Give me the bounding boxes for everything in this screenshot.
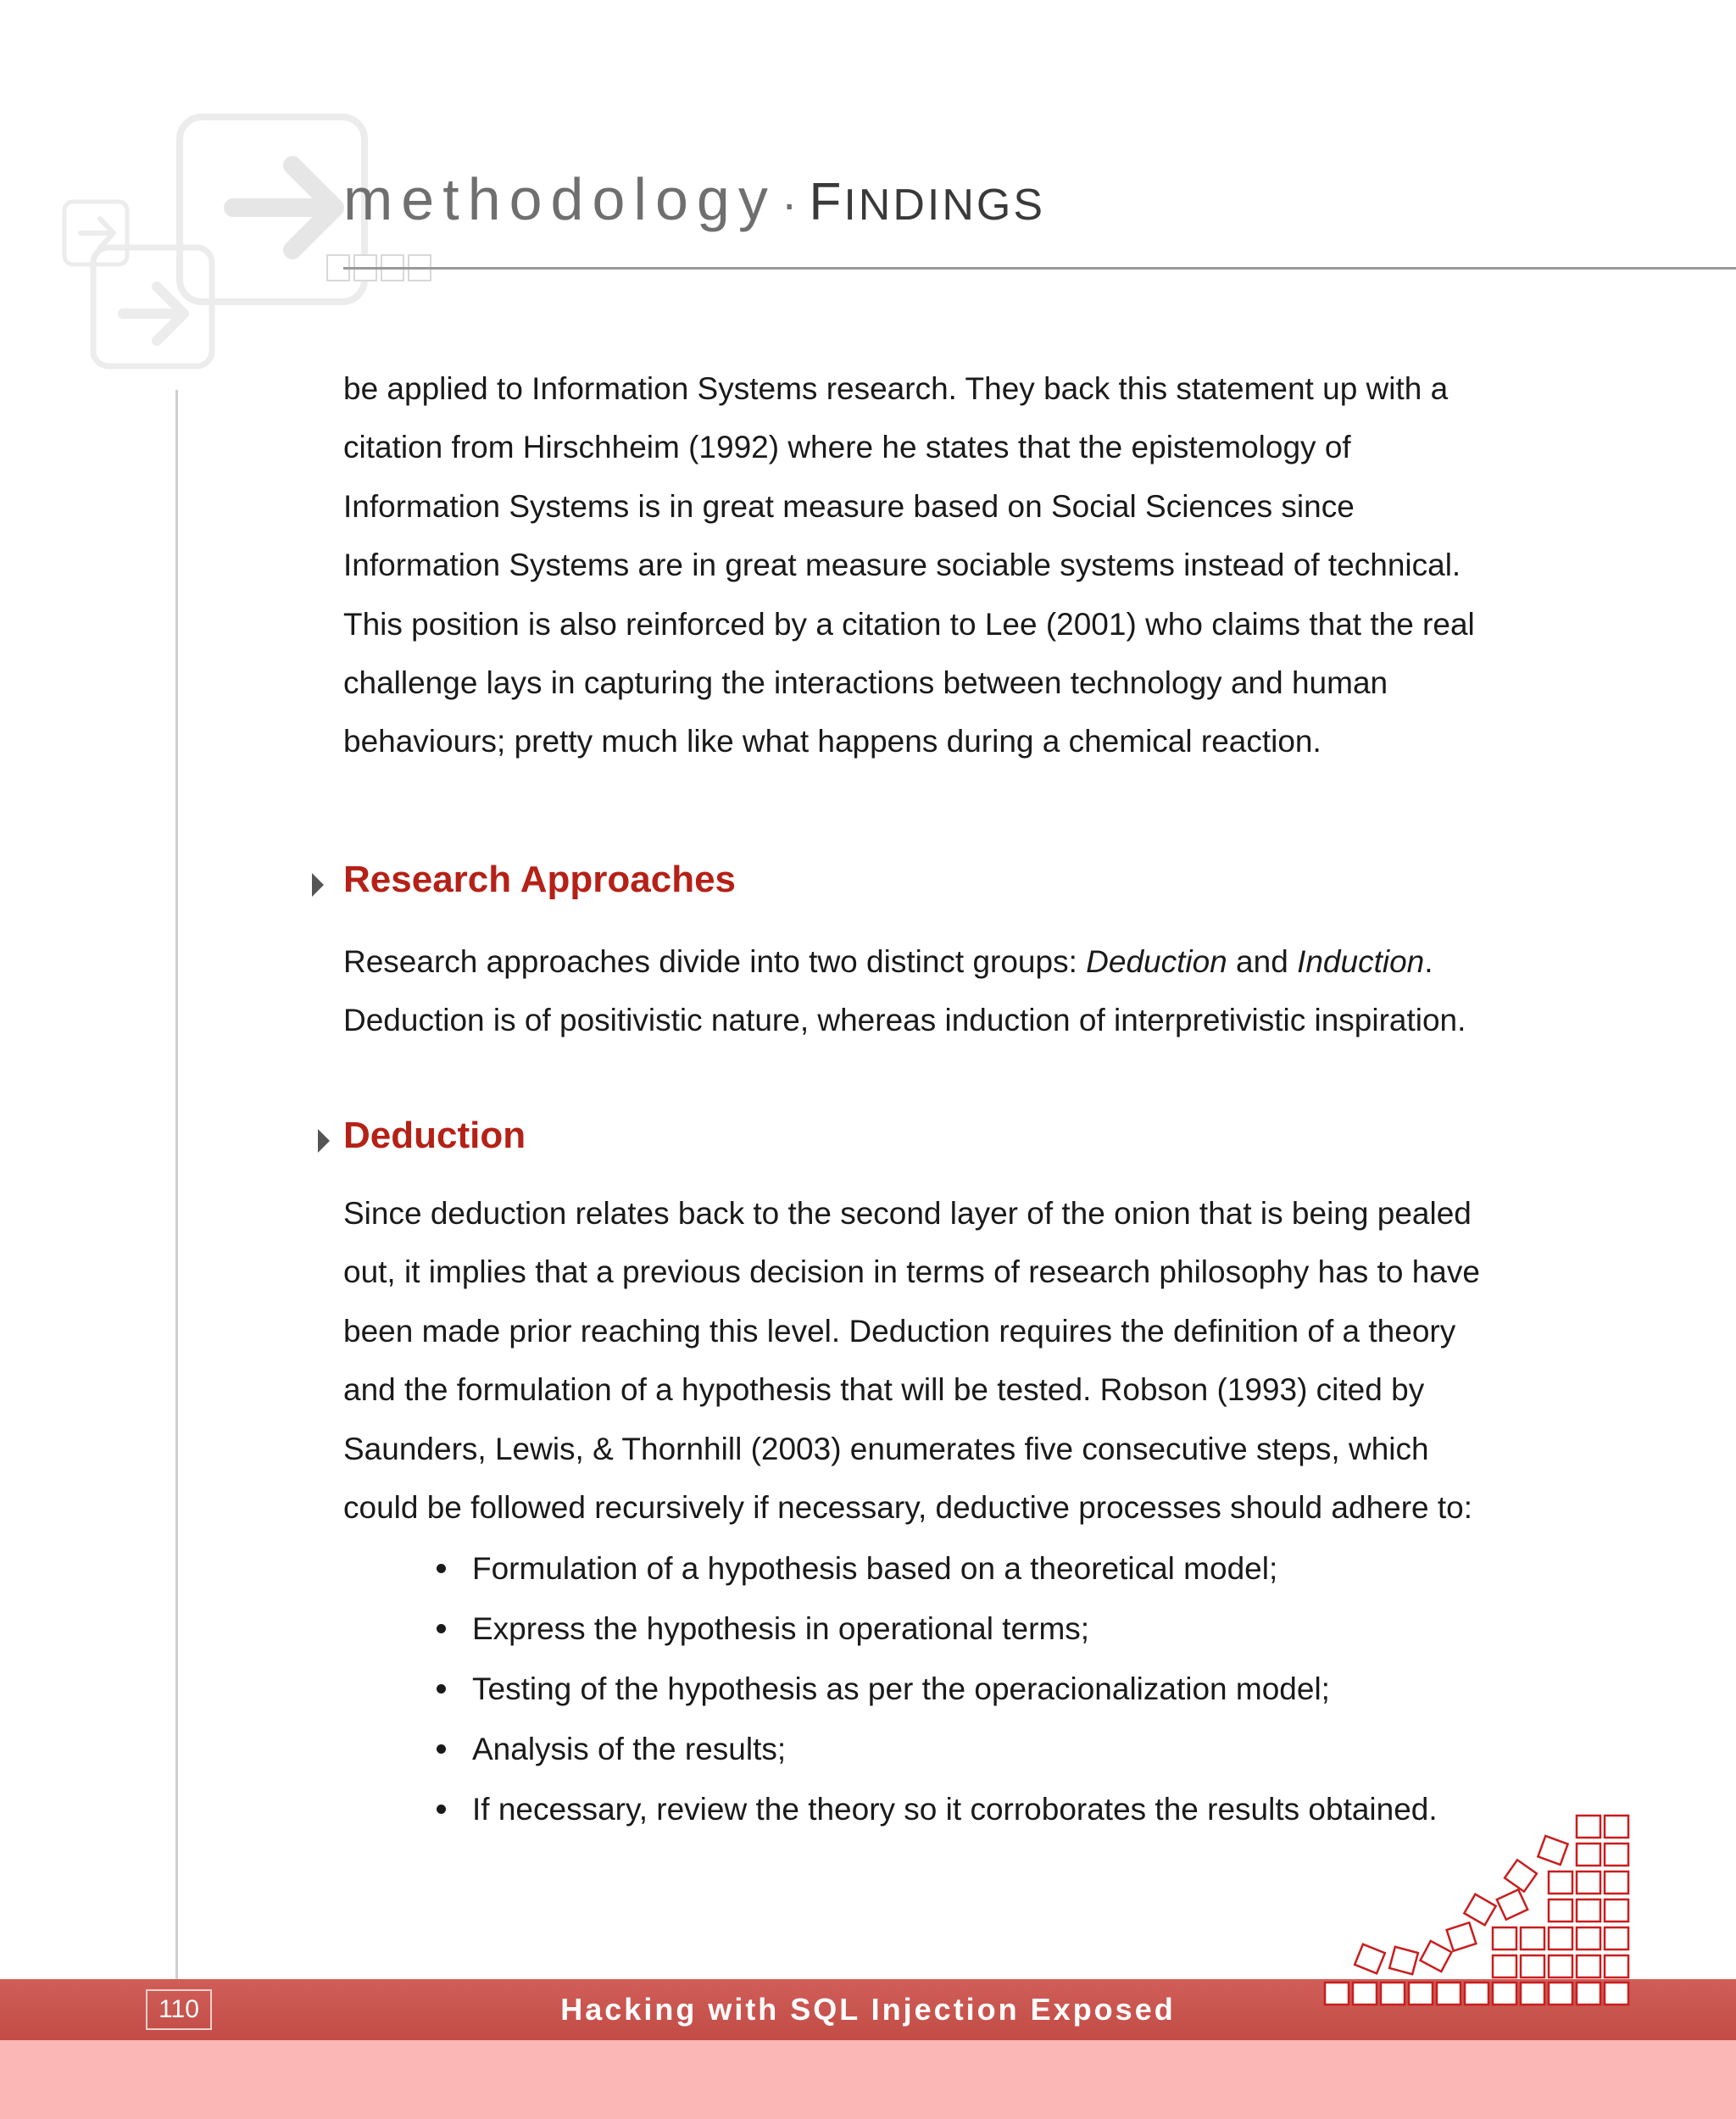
term-deduction: Deduction: [1086, 944, 1227, 979]
heading-research-approaches: Research Approaches: [343, 859, 737, 900]
margin-line: [175, 390, 178, 1988]
header-section: methodology: [343, 166, 776, 232]
triangle-bullet-icon: [312, 873, 324, 897]
deduction-steps-list: [437, 1538, 1438, 1839]
footer-margin: [0, 2040, 1736, 2119]
heading-deduction: Deduction: [343, 1115, 526, 1156]
intro-paragraph: be applied to Information Systems research. They back this statement up with a citation from Hirschheim (1992) where he states that the epistemology of Information Systems is in great measure based on Social Sciences since Information Systems are in great measure sociable systems instead of technical. This position is also reinforced by a citation to Lee (2001) who claims that the real challenge lays in capturing the interactions between technology and human behaviours; pretty much like what happens during a chemical reaction.: [343, 371, 1475, 759]
red-squares-decoration: [1322, 1805, 1636, 2009]
list-item: Express the hypothesis in operational terms;: [437, 1599, 1438, 1659]
list-item: Testing of the hypothesis as per the operacionalization model;: [437, 1659, 1438, 1719]
deduction-paragraph: Since deduction relates back to the second layer of the onion that is being pealed out, it implies that a previous decision in terms of research philosophy has to have been made prior reaching this level. Deduction requires the definition of a theory and the formulation of a hypothesis that will be tested. Robson (1993) cited by Saunders, Lewis, & Thornhill (2003) enumerates five consecutive steps, which could be followed recursively if necessary, deductive processes should adhere to:: [343, 1196, 1480, 1526]
header-rule: [343, 267, 1736, 270]
list-item: If necessary, review the theory so it corroborates the results obtained.: [437, 1779, 1438, 1839]
header-separator: ·: [781, 176, 798, 230]
page-number: 110: [146, 1989, 212, 2030]
triangle-bullet-icon: [318, 1129, 330, 1153]
header-subsection: FINDINGS: [809, 173, 1046, 231]
page-header: [343, 165, 1045, 233]
list-item: Formulation of a hypothesis based on a theoretical model;: [437, 1538, 1438, 1599]
list-item: Analysis of the results;: [437, 1719, 1438, 1779]
deduction-paragraph-block: [343, 1184, 1505, 1537]
approaches-paragraph-block: [343, 932, 1505, 1050]
header-arrow-decoration: [51, 110, 390, 381]
footer-book-title: Hacking with SQL Injection Exposed: [560, 1992, 1176, 2027]
term-induction: Induction: [1297, 944, 1425, 979]
intro-paragraph-block: [343, 359, 1505, 771]
approaches-paragraph: Research approaches divide into two distinct groups: Deduction and Induction. Deduction is of positivistic nature, whereas induction of interpretivistic inspiration.: [343, 944, 1466, 1038]
